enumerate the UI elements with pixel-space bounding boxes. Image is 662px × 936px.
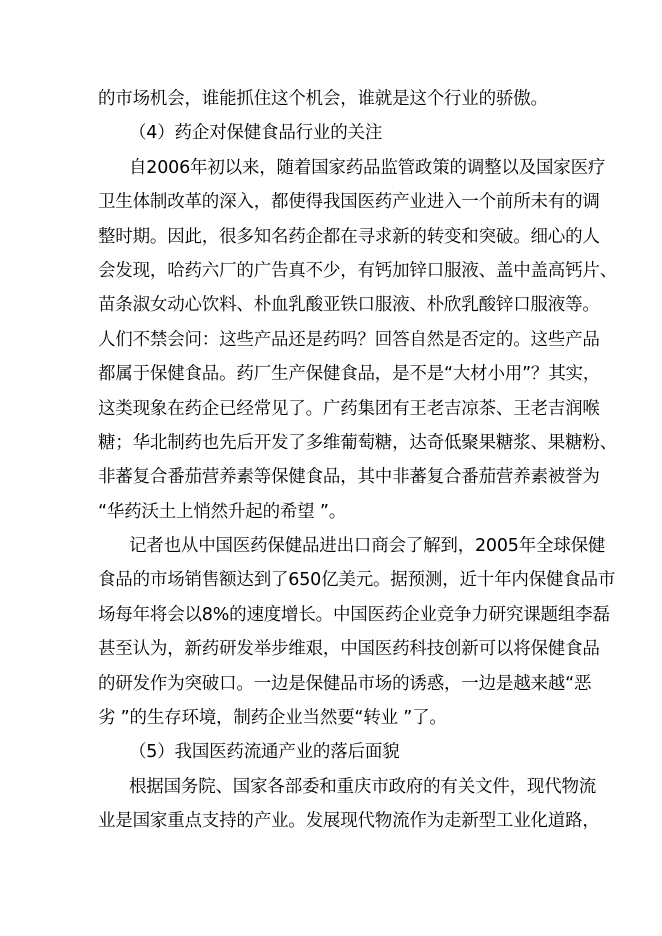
text-line: 自2006年初以来，随着国家药品监管政策的调整以及国家医疗 [129,157,606,178]
text-line: 非蕃复合番茄营养素等保健食品，其中非蕃复合番茄营养素被誉为 [98,467,600,488]
text-line: 场每年将会以8%的速度增长。中国医药企业竞争力研究课题组李磊 [98,604,610,625]
text-line: 糖；华北制药也先后开发了多维葡萄糖，达奇低聚果糖浆、果糖粉、 [98,432,617,453]
text-line: 这类现象在药企已经常见了。广药集团有王老吉凉茶、王老吉润喉 [98,398,600,419]
text-line: 食品的市场销售额达到了650亿美元。据预测，近十年内保健食品市 [98,570,616,591]
text-line: 的研发作为突破口。一边是保健品市场的诱惑，一边是越来越“恶 [98,673,592,694]
text-line: 会发现，哈药六厂的广告真不少，有钙加锌口服液、盖中盖高钙片、 [98,260,617,281]
text-line: “华药沃土上悄然升起的希望 ”。 [98,501,346,522]
text-line: 整时期。因此，很多知名药企都在寻求新的转变和突破。细心的人 [98,226,600,247]
body-text [98,82,617,839]
text-line: 的市场机会，谁能抓住这个机会，谁就是这个行业的骄傲。 [98,89,548,109]
text-line: 记者也从中国医药保健品进出口商会了解到，2005年全球保健 [129,536,606,557]
text-line: 根据国务院、国家各部委和重庆市政府的有关文件，现代物流 [129,776,597,797]
section-heading-5: （5）我国医药流通产业的落后面貌 [129,742,400,763]
section-heading-4: （4）药企对保健食品行业的关注 [129,123,383,144]
text-line: 苗条淑女动心饮料、朴血乳酸亚铁口服液、朴欣乳酸锌口服液等。 [98,295,600,316]
text-line: 都属于保健食品。药厂生产保健食品，是不是“大材小用”？其实， [98,364,601,385]
text-line: 人们不禁会问：这些产品还是药吗？回答自然是否定的。这些产品 [98,329,600,350]
text-line: 卫生体制改革的深入，都使得我国医药产业进入一个前所未有的调 [98,192,600,213]
text-line: 劣 ”的生存环境，制药企业当然要“转业 ”了。 [98,708,447,729]
text-line: 甚至认为，新药研发举步维艰，中国医药科技创新可以将保健食品 [98,639,600,660]
text-line: 业是国家重点支持的产业。发展现代物流作为走新型工业化道路， [98,811,600,832]
